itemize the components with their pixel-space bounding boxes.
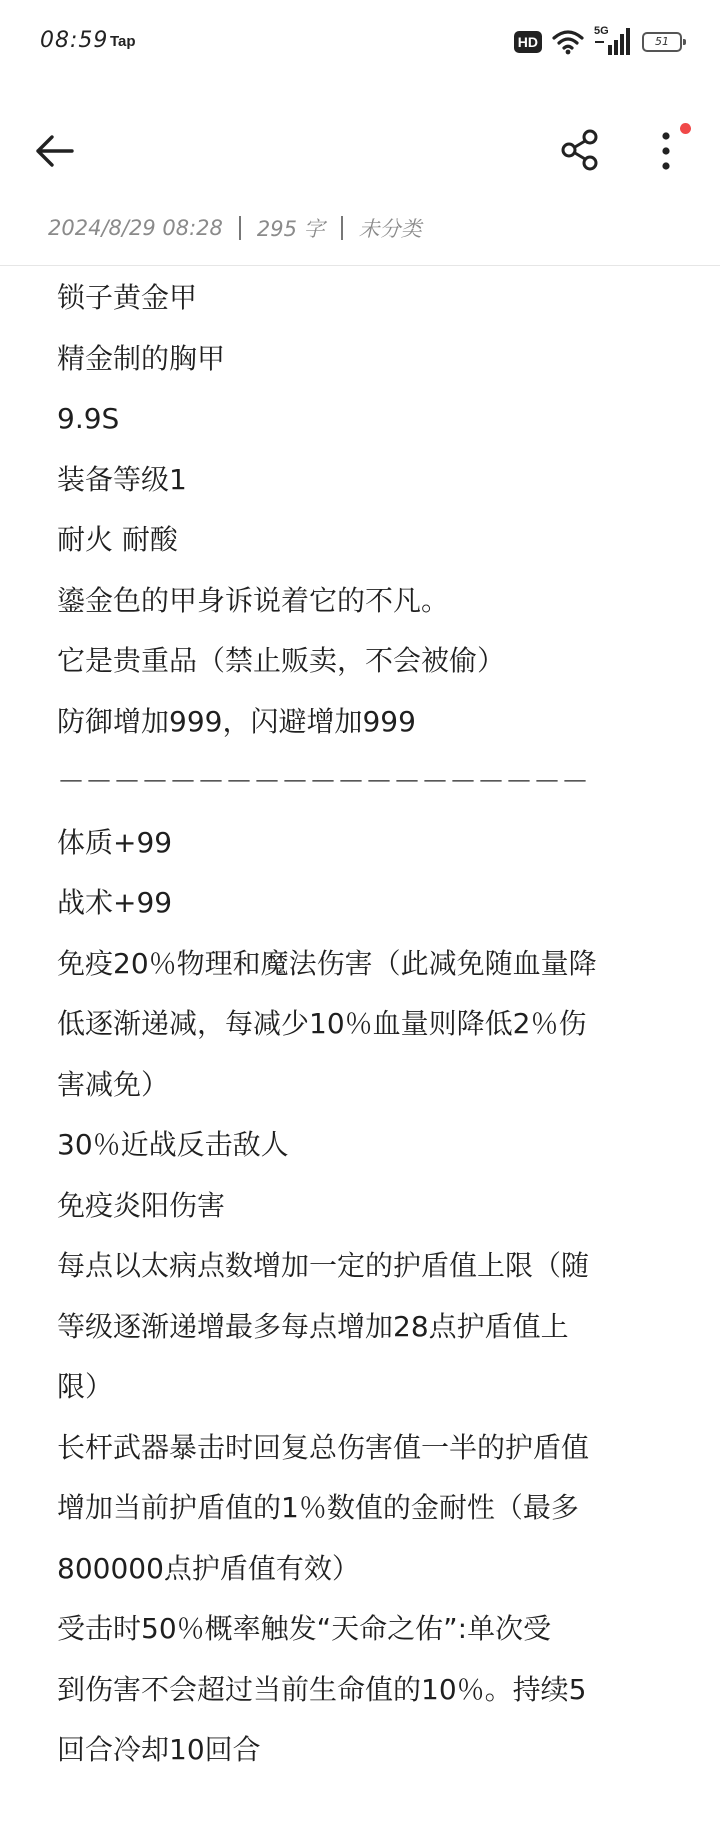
note-line: 长杆武器暴击时回复总伤害值一半的护盾值 [57, 1430, 590, 1464]
hd-badge: HD [514, 31, 542, 53]
note-line: 战术+99 [57, 886, 173, 919]
note-category[interactable]: 未分类 [358, 217, 422, 241]
status-indicators [514, 26, 682, 58]
note-line: 害减免） [57, 1067, 170, 1101]
status-time: 08:59 [40, 28, 109, 53]
note-line: 免疫炎阳伤害 [57, 1188, 226, 1222]
battery-icon: 51 [642, 32, 682, 52]
note-line: 它是贵重品（禁止贩卖，不会被偷） [57, 644, 506, 677]
note-line: 9.9S [57, 402, 120, 435]
more-vertical-icon[interactable] [646, 126, 686, 176]
status-bar [0, 0, 720, 88]
note-line: 800000点护盾值有效） [57, 1551, 360, 1585]
note-datetime: 2024/8/29 08:28 [48, 216, 223, 240]
note-line: 鎏金色的甲身诉说着它的不凡。 [57, 583, 450, 617]
note-toolbar [0, 110, 720, 190]
note-line: 低逐渐递减，每减少10％血量则降低2％伤 [57, 1007, 587, 1040]
note-line: 限） [57, 1370, 114, 1403]
note-line: 装备等级1 [57, 462, 187, 496]
note-line: 增加当前护盾值的1％数值的金耐性（最多 [57, 1491, 579, 1524]
note-line: 精金制的胸甲 [57, 341, 226, 375]
status-app-label: Tap [110, 33, 136, 50]
note-line: 30％近战反击敌人 [57, 1128, 289, 1161]
note-line: 到伤害不会超过当前生命值的10％。持续5 [57, 1672, 587, 1706]
note-line: －－－－－－－－－－－－－－－－－－－ [57, 765, 590, 798]
notification-dot [680, 123, 691, 134]
note-line: 回合冷却10回合 [57, 1733, 261, 1766]
note-word-count: 295 字 [256, 217, 325, 241]
meta-separator [341, 216, 343, 240]
arrow-left-icon[interactable] [32, 128, 78, 174]
note-line: 受击时50％概率触发“天命之佑”:单次受 [57, 1612, 552, 1645]
meta-separator [239, 216, 241, 240]
note-line: 防御增加999，闪避增加999 [57, 704, 416, 738]
note-line: 免疫20％物理和魔法伤害（此减免随血量降 [57, 946, 597, 980]
note-line: 体质+99 [57, 825, 173, 859]
wifi-icon [552, 29, 584, 55]
note-meta [48, 213, 422, 243]
header-divider [0, 265, 720, 266]
note-line: 锁子黄金甲 [57, 281, 198, 314]
share-icon[interactable] [556, 126, 604, 174]
note-content[interactable] [57, 268, 677, 1781]
note-line: 等级逐渐递增最多每点增加28点护盾值上 [57, 1309, 569, 1343]
signal-bars-icon [594, 27, 632, 57]
network-type: 5G [594, 25, 609, 37]
note-line: 耐火 耐酸 [57, 523, 178, 556]
signal-indicator [594, 27, 632, 57]
note-line: 每点以太病点数增加一定的护盾值上限（随 [57, 1249, 590, 1282]
